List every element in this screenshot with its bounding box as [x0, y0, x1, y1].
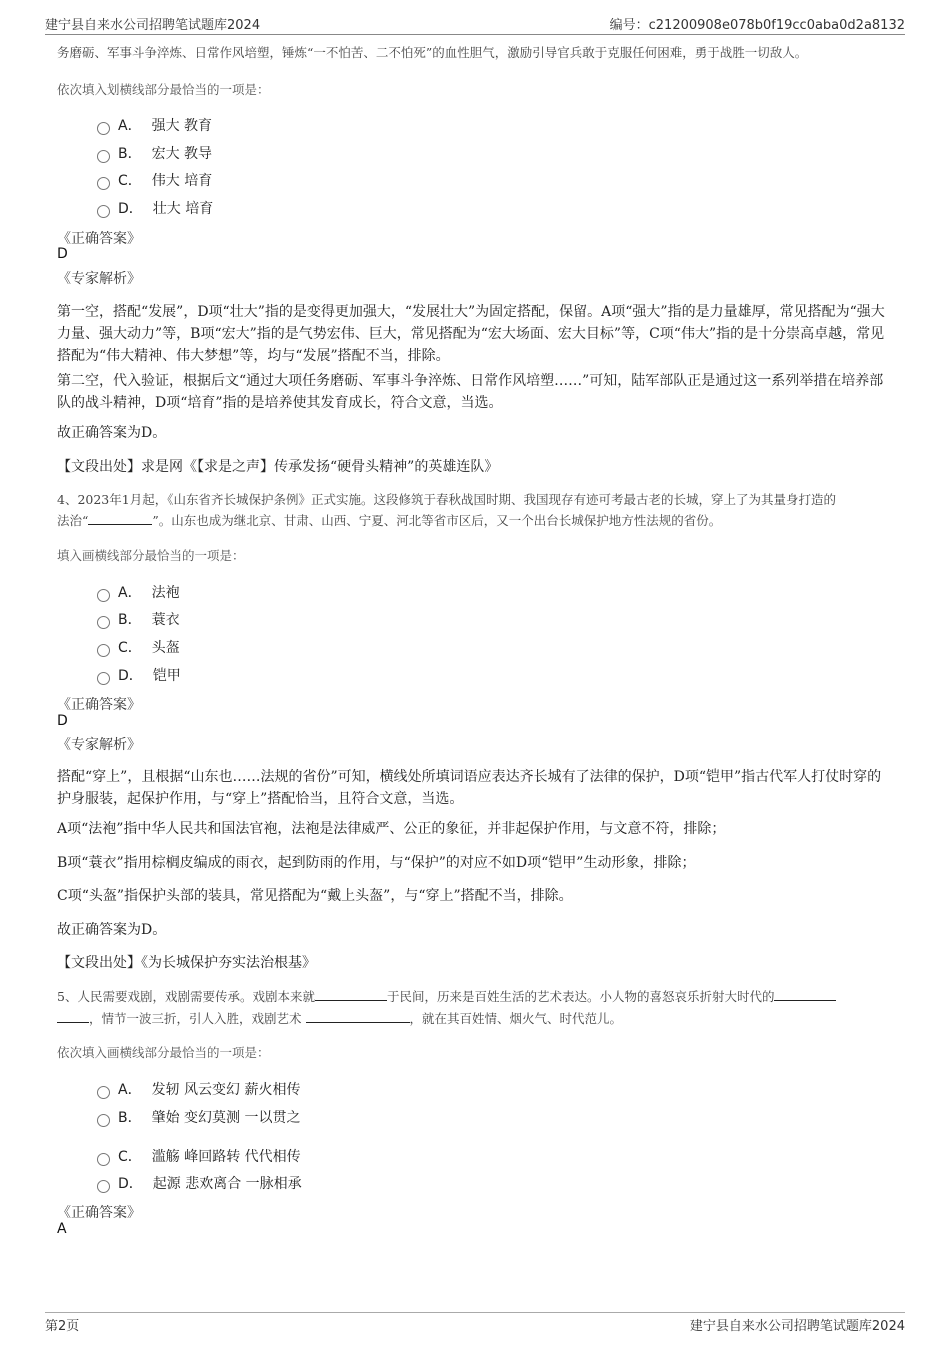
- radio-icon[interactable]: [97, 205, 110, 218]
- option-text: 铠甲: [152, 668, 181, 684]
- q3-option-a[interactable]: [97, 115, 212, 135]
- q5-instruction: 依次填入画横线部分最恰当的一项是：: [57, 1045, 270, 1060]
- radio-icon[interactable]: [97, 644, 110, 657]
- q3-analysis-label: 《专家解析》: [57, 271, 141, 287]
- radio-icon[interactable]: [97, 616, 110, 629]
- radio-icon[interactable]: [97, 672, 110, 685]
- q3-analysis-p3: 故正确答案为D。: [57, 425, 167, 441]
- page-header: [45, 12, 905, 35]
- option-text: 伟大 培育: [151, 173, 213, 189]
- q4-option-c[interactable]: [97, 637, 180, 657]
- radio-icon[interactable]: [97, 1114, 110, 1127]
- radio-icon[interactable]: [97, 122, 110, 135]
- option-letter: B．: [118, 146, 142, 162]
- option-text: 发轫 风云变幻 薪火相传: [151, 1082, 301, 1098]
- q4-stem-line1: 4、2023年1月起，《山东省齐长城保护条例》正式实施。这段修筑于春秋战国时期、我国现存有迹可考最古老的长城，穿上了为其量身打造的: [57, 492, 836, 507]
- q4-option-a[interactable]: [97, 582, 180, 602]
- q5-answer-label: 《正确答案》: [57, 1205, 141, 1221]
- q4-answer: D: [57, 713, 68, 729]
- option-letter: D．: [118, 201, 143, 217]
- q5-blank-2a: [774, 988, 836, 1001]
- option-text: 法袍: [151, 585, 180, 601]
- q5-option-a[interactable]: [97, 1079, 300, 1099]
- q5-seg1: 5、人民需要戏剧，戏剧需要传承。戏剧本来就: [57, 989, 315, 1004]
- q5-seg4: ，就在其百姓情、烟火气、时代范儿。: [409, 1011, 623, 1026]
- q4-option-d[interactable]: [97, 665, 181, 685]
- q5-blank-3: [306, 1010, 410, 1023]
- q5-answer: A: [57, 1221, 67, 1237]
- header-title: 建宁县自来水公司招聘笔试题库2024: [45, 18, 261, 33]
- q3-instruction: 依次填入划横线部分最恰当的一项是：: [57, 82, 270, 97]
- header-code: 编号：c21200908e078b0f19cc0aba0d2a8132: [609, 18, 905, 33]
- q5-stem: [57, 986, 897, 1030]
- q4-blank: [88, 512, 152, 525]
- radio-icon[interactable]: [97, 150, 110, 163]
- radio-icon[interactable]: [97, 1086, 110, 1099]
- option-text: 蓑衣: [151, 612, 180, 628]
- q3-passage-tail: 务磨砺、军事斗争淬炼、日常作风培塑，锤炼“一不怕苦、二不怕死”的血性胆气，激励引导官兵敢于克服任何困难，勇于战胜一切敌人。: [57, 45, 808, 60]
- q3-source: 【文段出处】求是网《【求是之声】传承发扬“硬骨头精神”的英雄连队》: [57, 459, 499, 475]
- radio-icon[interactable]: [97, 177, 110, 190]
- option-text: 滥觞 峰回路转 代代相传: [151, 1149, 301, 1165]
- q4-stem-pre: 法治“: [57, 513, 89, 528]
- q5-option-c[interactable]: [97, 1146, 301, 1166]
- q4-analysis-p1: 搭配“穿上”，且根据“山东也……法规的省份”可知，横线处所填词语应表达齐长城有了法律的保护，D项“铠甲”指古代军人打仗时穿的护身服装，起保护作用，与“穿上”搭配恰当，且符合文意，当选。: [57, 769, 882, 807]
- option-text: 头盔: [151, 640, 180, 656]
- q4-analysis-p2: A项“法袍”指中华人民共和国法官袍，法袍是法律威严、公正的象征，并非起保护作用，与文意不符，排除；: [57, 821, 726, 837]
- q3-analysis-p1: 第一空，搭配“发展”，D项“壮大”指的是变得更加强大，“发展壮大”为固定搭配，保留。A项“强大”指的是力量雄厚，常见搭配为“强大力量、强大动力”等，B项“宏大”指的是气势宏伟、巨大，常见搭配为“宏大场面、宏大目标”等，C项“伟大”指的是十分崇高卓越，常见搭配为“伟大精神、伟大梦想”等，均与“发展”搭配不当，排除。: [57, 304, 885, 364]
- option-letter: C．: [118, 640, 142, 656]
- option-letter: C．: [118, 173, 142, 189]
- option-letter: B．: [118, 612, 142, 628]
- q4-analysis-p4: C项“头盔”指保护头部的装具，常见搭配为“戴上头盔”，与“穿上”搭配不当，排除。: [57, 888, 573, 904]
- option-letter: B．: [118, 1110, 142, 1126]
- q3-analysis-p2: 第二空，代入验证，根据后文“通过大项任务磨砺、军事斗争淬炼、日常作风培塑……”可知，陆军部队正是通过这一系列举措在培养部队的战斗精神，D项“培育”指的是培养使其发育成长，符合文意，当选。: [57, 373, 884, 411]
- q4-instruction: 填入画横线部分最恰当的一项是：: [57, 548, 245, 563]
- q4-analysis-p5: 故正确答案为D。: [57, 922, 167, 938]
- q5-blank-1: [315, 988, 387, 1001]
- page-footer: [45, 1312, 905, 1333]
- option-text: 强大 教育: [151, 118, 213, 134]
- q5-blank-2b: [57, 1010, 89, 1023]
- option-text: 宏大 教导: [151, 146, 213, 162]
- option-letter: A．: [118, 1082, 142, 1098]
- option-text: 壮大 培育: [152, 201, 214, 217]
- option-text: 肇始 变幻莫测 一以贯之: [151, 1110, 301, 1126]
- q3-option-d[interactable]: [97, 198, 213, 218]
- option-letter: A．: [118, 118, 142, 134]
- radio-icon[interactable]: [97, 1180, 110, 1193]
- q3-option-c[interactable]: [97, 170, 212, 190]
- q5-seg2: 于民间，历来是百姓生活的艺术表达。小人物的喜怒哀乐折射大时代的: [386, 989, 775, 1004]
- option-letter: C．: [118, 1149, 142, 1165]
- q5-option-b[interactable]: [97, 1107, 301, 1127]
- footer-page-number: 第2页: [45, 1319, 80, 1334]
- q4-answer-label: 《正确答案》: [57, 697, 141, 713]
- q4-analysis-p3: B项“蓑衣”指用棕榈皮编成的雨衣，起到防雨的作用，与“保护”的对应不如D项“铠甲”生动形象，排除；: [57, 855, 696, 871]
- q3-answer: D: [57, 246, 68, 262]
- q3-option-b[interactable]: [97, 143, 212, 163]
- option-letter: A．: [118, 585, 142, 601]
- q4-source: 【文段出处】《为长城保护夯实法治根基》: [57, 955, 316, 971]
- option-letter: D．: [118, 668, 143, 684]
- q3-answer-label: 《正确答案》: [57, 231, 141, 247]
- radio-icon[interactable]: [97, 1153, 110, 1166]
- q4-stem-post: ”。山东也成为继北京、甘肃、山西、宁夏、河北等省市区后，又一个出台长城保护地方性法规的省份。: [152, 513, 722, 528]
- q4-analysis-label: 《专家解析》: [57, 737, 141, 753]
- radio-icon[interactable]: [97, 589, 110, 602]
- q5-option-d[interactable]: [97, 1173, 302, 1193]
- q4-stem-line2: [57, 510, 917, 532]
- q4-option-b[interactable]: [97, 609, 180, 629]
- q5-seg3: ，情节一波三折，引人入胜，戏剧艺术: [89, 1011, 302, 1026]
- footer-title: 建宁县自来水公司招聘笔试题库2024: [689, 1319, 905, 1334]
- option-text: 起源 悲欢离合 一脉相承: [152, 1176, 302, 1192]
- option-letter: D．: [118, 1176, 143, 1192]
